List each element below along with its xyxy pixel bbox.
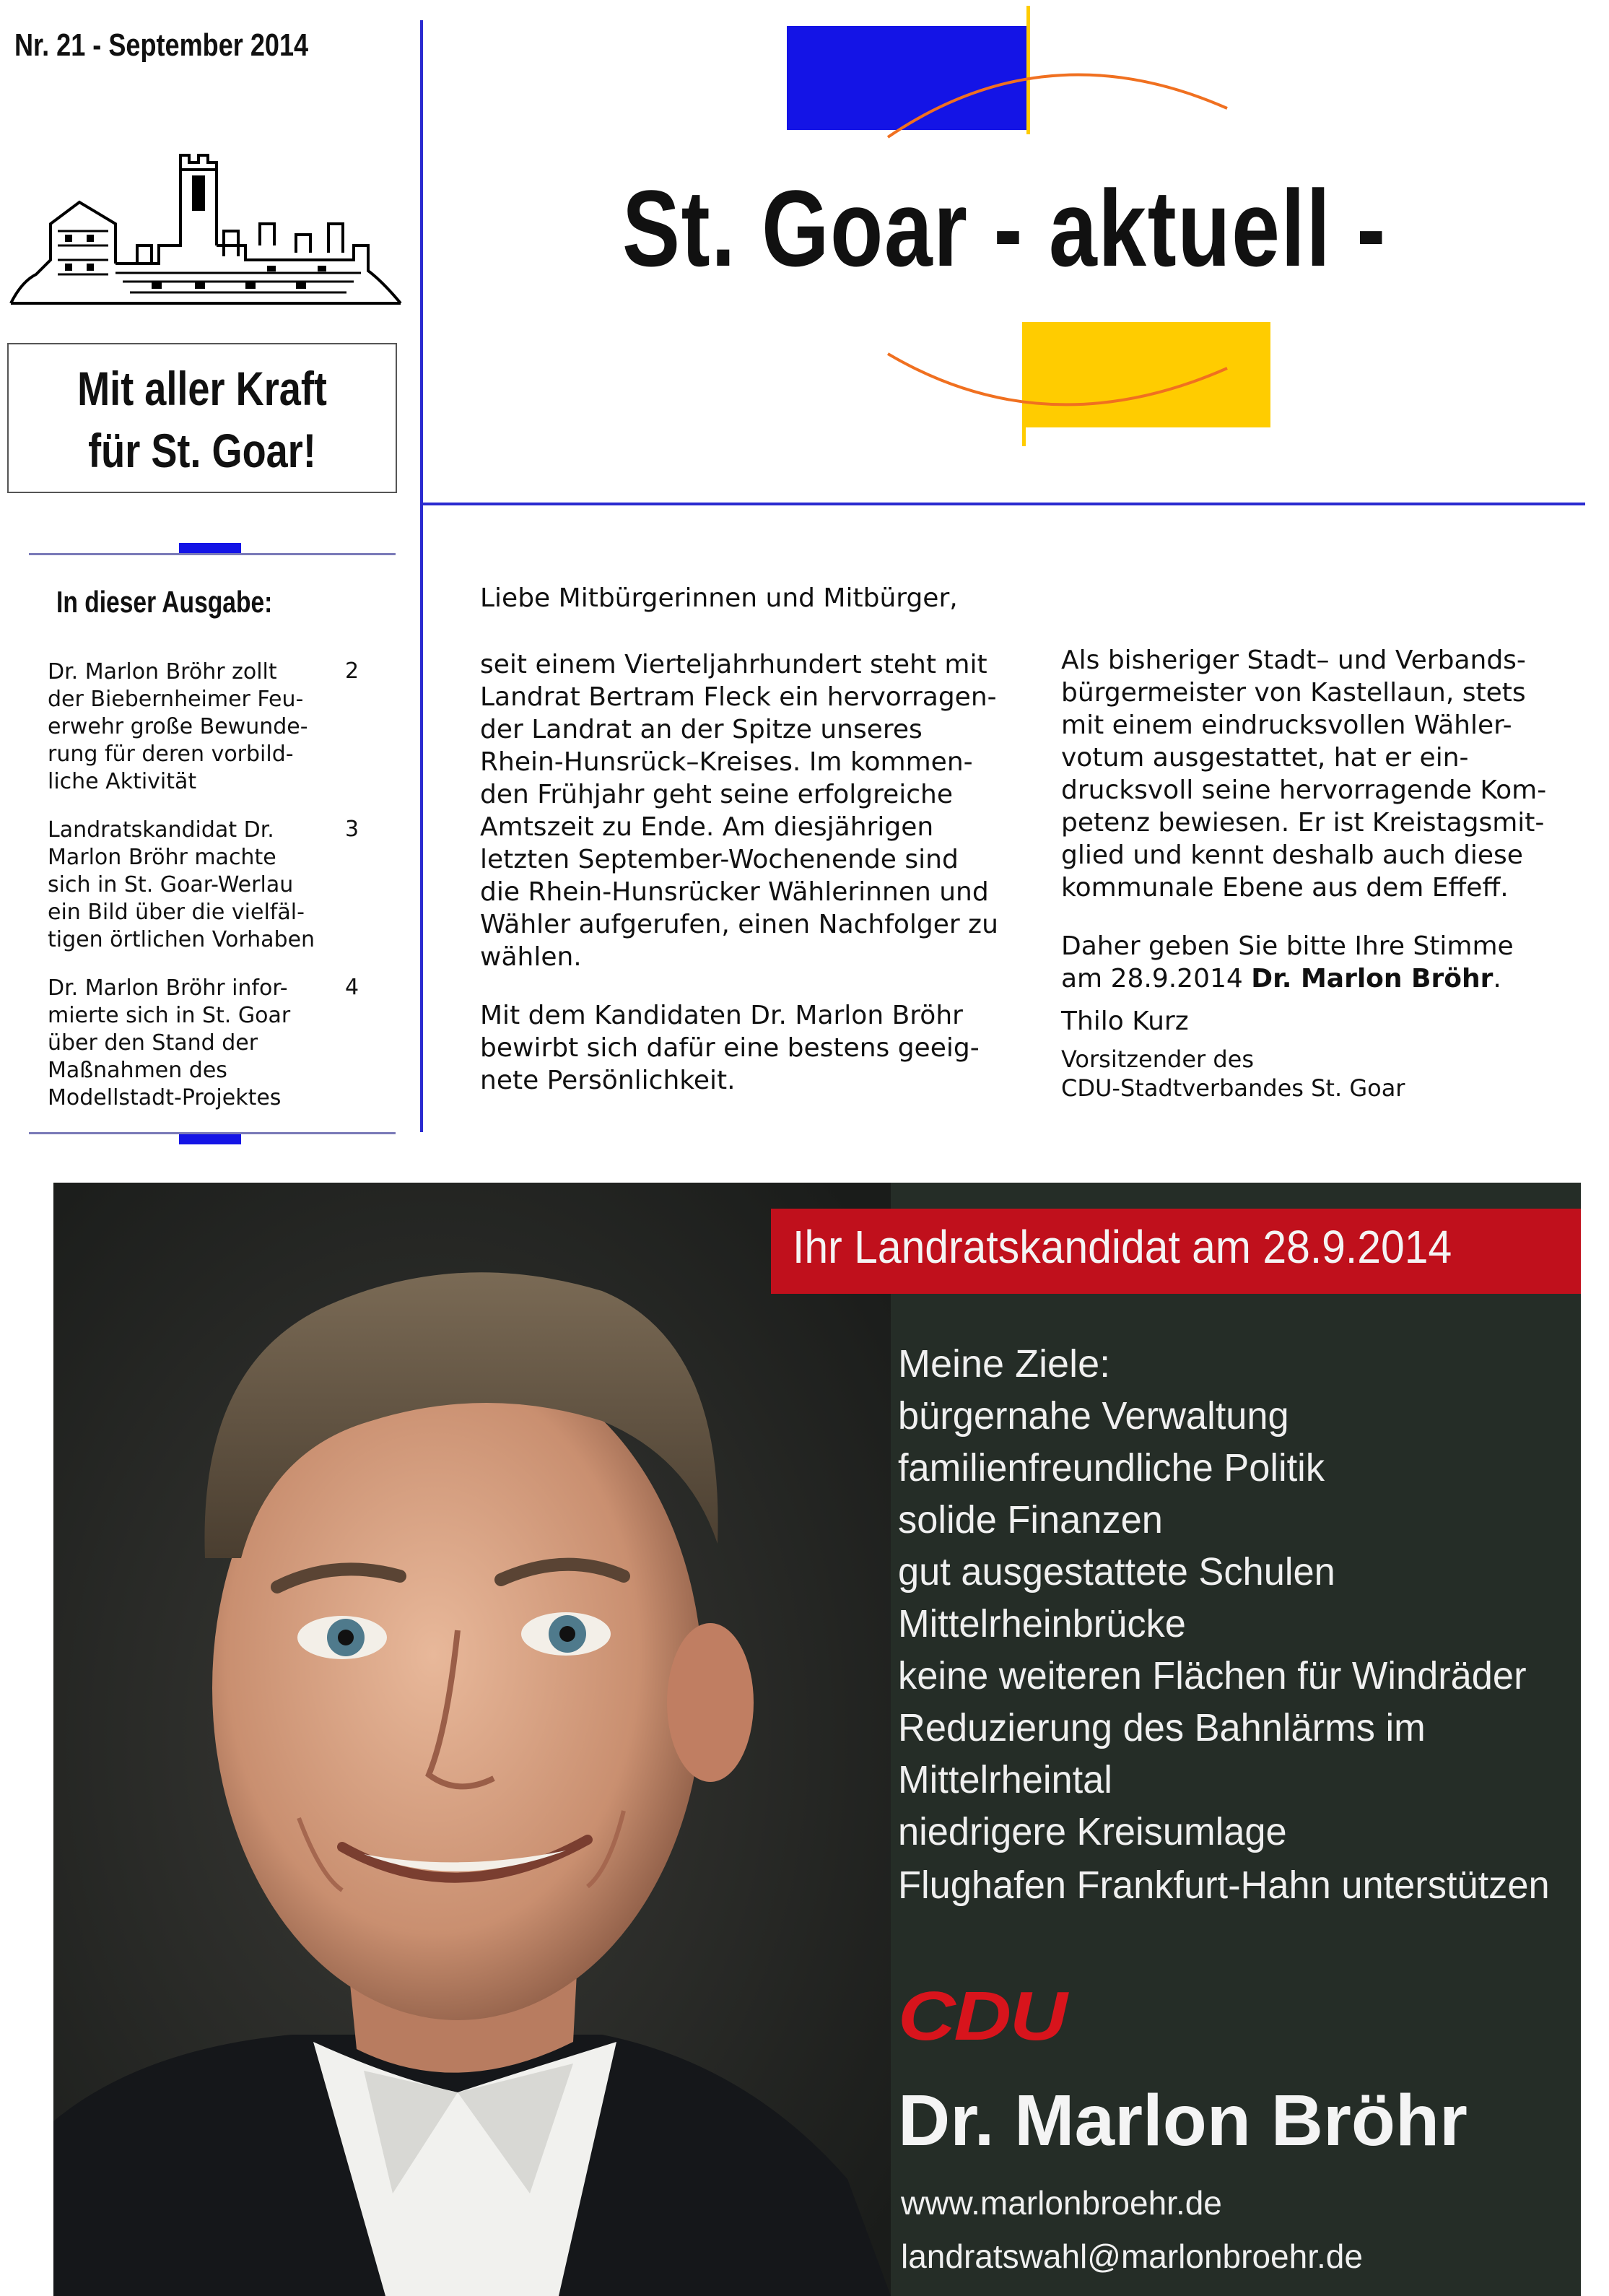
letter-greeting: Liebe Mitbürgerinnen und Mitbürger,	[480, 583, 958, 613]
text-line: wählen.	[480, 942, 582, 972]
slogan-line: für St. Goar!	[88, 424, 316, 477]
toc-item-line: Maßnahmen des	[48, 1058, 227, 1083]
candidate-portrait-image	[53, 1183, 891, 2296]
slogan-box	[7, 343, 397, 493]
text-line: bewirbt sich dafür eine bestens geeig-	[480, 1033, 980, 1063]
goal-item: niedrigere Kreisumlage	[898, 1810, 1287, 1853]
text-line: glied und kennt deshalb auch diese	[1061, 840, 1523, 870]
goals-heading: Meine Ziele:	[898, 1342, 1111, 1386]
toc-item-line: über den Stand der	[48, 1030, 258, 1056]
toc-item[interactable]	[48, 658, 344, 796]
goal-item: gut ausgestattete Schulen	[898, 1550, 1335, 1593]
text-line: CDU-Stadtverbandes St. Goar	[1061, 1074, 1405, 1102]
text-line: nete Persönlichkeit.	[480, 1066, 736, 1095]
poster-banner-text: Ihr Landratskandidat am 28.9.2014	[793, 1221, 1452, 1273]
toc-item-line: ein Bild über die vielfäl-	[48, 900, 305, 925]
text-line: drucksvoll seine hervorragende Kom-	[1061, 775, 1547, 805]
toc-item[interactable]	[48, 975, 344, 1112]
text-line: Landrat Bertram Fleck ein hervorragen-	[480, 682, 997, 712]
goal-item: Mittelrheinbrücke	[898, 1602, 1186, 1645]
toc-item-line: Dr. Marlon Bröhr zollt	[48, 659, 277, 684]
text-fragment: .	[1493, 964, 1501, 993]
text-line	[1061, 962, 1581, 995]
text-line: der Landrat an der Spitze unseres	[480, 715, 923, 744]
letter-column-1	[480, 648, 1029, 1123]
goal-item: Mittelrheintal	[898, 1758, 1112, 1801]
text-line: votum ausgestattet, hat er ein-	[1061, 743, 1469, 773]
toc-item-line: Modellstadt-Projektes	[48, 1085, 282, 1110]
goal-item: bürgernahe Verwaltung	[898, 1394, 1289, 1438]
toc-heading: In dieser Ausgabe:	[56, 585, 273, 619]
text-line: Mit dem Kandidaten Dr. Marlon Bröhr	[480, 1001, 963, 1030]
castle-logo	[7, 137, 404, 310]
toc-top-tab	[179, 543, 241, 553]
cdu-logo: CDU	[898, 1978, 1066, 2055]
text-line: den Frühjahr geht seine erfolgreiche	[480, 780, 954, 809]
candidate-website-link[interactable]: www.marlonbroehr.de	[901, 2184, 1222, 2222]
candidate-email-link[interactable]: landratswahl@marlonbroehr.de	[901, 2238, 1363, 2275]
header-rule	[422, 503, 1585, 505]
text-line: Amtszeit zu Ende. Am diesjährigen	[480, 812, 934, 842]
goal-item: familienfreundliche Politik	[898, 1446, 1325, 1490]
signature-name: Thilo Kurz	[1061, 1006, 1189, 1036]
toc-item-line: mierte sich in St. Goar	[48, 1003, 291, 1028]
candidate-name: Dr. Marlon Bröhr	[898, 2080, 1468, 2161]
goal-item: Flughafen Frankfurt-Hahn unterstützen	[898, 1864, 1550, 1907]
toc-top-rule	[29, 553, 396, 555]
text-line: seit einem Vierteljahrhundert steht mit	[480, 650, 987, 679]
vertical-divider	[420, 20, 423, 1132]
letter-paragraph	[1061, 930, 1581, 995]
text-line: die Rhein-Hunsrücker Wählerinnen und	[480, 877, 989, 907]
toc-page-number: 3	[345, 817, 359, 842]
slogan-line: Mit aller Kraft	[77, 362, 327, 415]
letter-paragraph	[480, 648, 1029, 973]
signature-title	[1061, 1045, 1581, 1103]
letter-paragraph	[480, 999, 1029, 1097]
toc-item-line: Landratskandidat Dr.	[48, 817, 274, 843]
letter-paragraph	[1061, 644, 1581, 904]
text-fragment: am 28.9.2014	[1061, 964, 1252, 993]
letter-column-2	[1061, 644, 1581, 1103]
text-line: letzten September-Wochenende sind	[480, 845, 959, 874]
toc-page-number: 4	[345, 975, 359, 1000]
toc-item-line: tigen örtlichen Vorhaben	[48, 927, 315, 952]
text-line: kommunale Ebene aus dem Effeff.	[1061, 873, 1509, 903]
text-line: Als bisheriger Stadt– und Verbands-	[1061, 645, 1526, 675]
toc-item-line: Dr. Marlon Bröhr infor-	[48, 975, 288, 1001]
toc-item-line: sich in St. Goar-Werlau	[48, 872, 294, 897]
issue-number: Nr. 21 - September 2014	[14, 27, 309, 63]
toc-item-line: der Biebernheimer Feu-	[48, 687, 304, 712]
goal-item: solide Finanzen	[898, 1498, 1163, 1541]
toc-item-line: Marlon Bröhr machte	[48, 845, 276, 870]
text-line: Wähler aufgerufen, einen Nachfolger zu	[480, 910, 998, 939]
goal-item: keine weiteren Flächen für Windräder	[898, 1654, 1527, 1697]
toc-item-line: rung für deren vorbild-	[48, 742, 294, 767]
slogan	[9, 357, 396, 482]
text-line: mit einem eindrucksvollen Wähler-	[1061, 710, 1512, 740]
text-line: Daher geben Sie bitte Ihre Stimme	[1061, 931, 1514, 961]
goal-item: Reduzierung des Bahnlärms im	[898, 1706, 1426, 1749]
text-line: Vorsitzender des	[1061, 1045, 1255, 1073]
toc-page-number: 2	[345, 658, 359, 684]
newsletter-title: St. Goar - aktuell -	[622, 168, 1387, 289]
candidate-name-inline: Dr. Marlon Bröhr	[1251, 964, 1494, 993]
poster-banner	[771, 1209, 1581, 1294]
text-line: Rhein-Hunsrück–Kreises. Im kommen-	[480, 747, 973, 777]
text-line: bürgermeister von Kastellaun, stets	[1061, 678, 1526, 708]
toc-item-line: liche Aktivität	[48, 769, 197, 794]
toc-bottom-tab	[179, 1134, 241, 1144]
text-line: petenz bewiesen. Er ist Kreistagsmit-	[1061, 808, 1545, 838]
toc-item[interactable]	[48, 817, 344, 954]
campaign-poster	[53, 1183, 1581, 2296]
toc-item-line: erwehr große Bewunde-	[48, 714, 308, 739]
